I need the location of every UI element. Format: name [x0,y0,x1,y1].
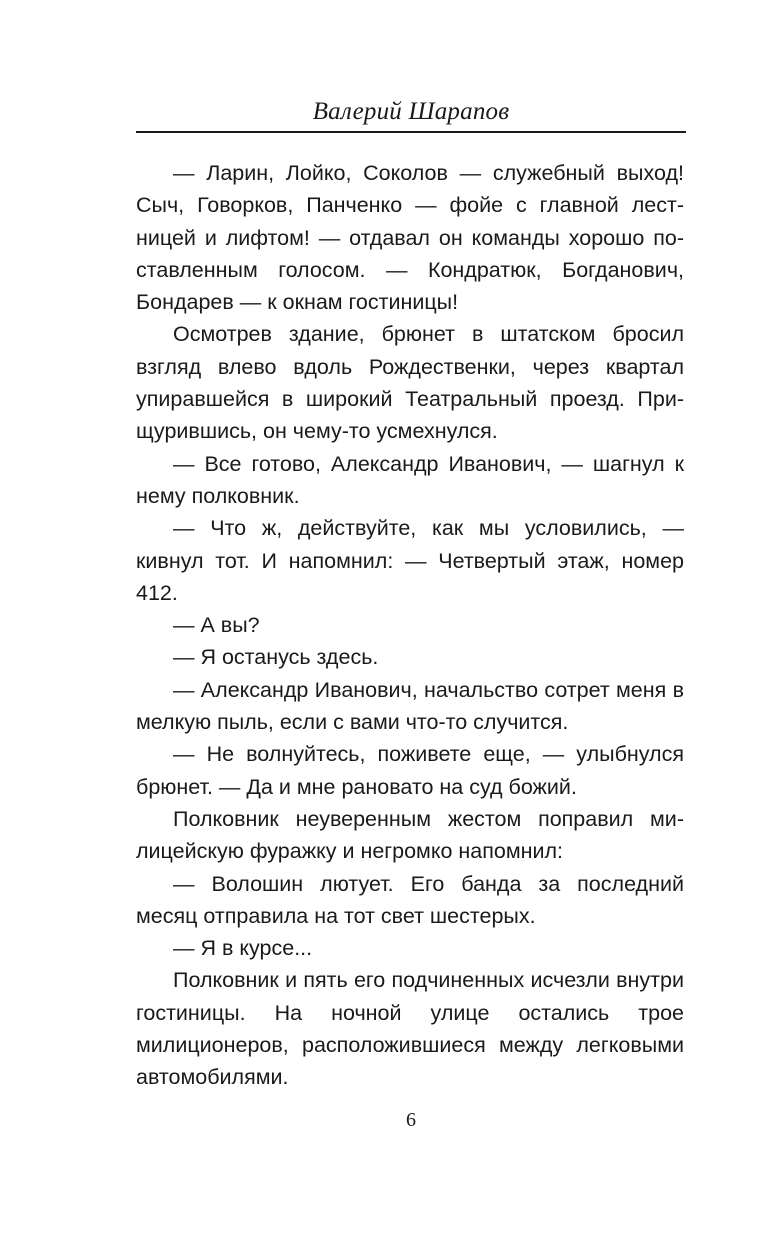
body-text [136,157,684,1094]
paragraph: — Волошин лютует. Его банда за последний месяц отправила на тот свет шестерых. [136,871,684,928]
paragraph: Полковник неуверенным жестом поправил милицейскую фуражку и негромко напомнил: [136,806,684,864]
page-number: 6 [406,1109,416,1131]
paragraph: — А вы? [173,613,260,638]
paragraph: — Все готово, Александр Иванович, — шагнул к нему полковник. [136,451,684,508]
paragraph: — Что ж, действуйте, как мы условились, — кивнул тот. И напомнил: — Четвертый этаж, номер 412. [136,516,684,605]
paragraph: — Александр Иванович, начальство сотрет меня в мелкую пыль, если с вами что-то случится. [136,677,684,735]
paragraph: Осмотрев здание, брюнет в штатском бросил взгляд влево вдоль Рождественки, через квартал упиравшейся в широкий Театральный проезд. Прищурившись, он чему-то усмехнулся. [136,322,684,444]
header-rule [136,131,686,133]
paragraph: Полковник и пять его подчиненных исчезли внутри гостиницы. На ночной улице остались трое милиционеров, расположившиеся между легковыми автомобилями. [136,968,684,1090]
paragraph: — Я в курсе... [173,936,313,961]
running-head-author: Валерий Шарапов [312,98,510,125]
paragraph: — Не волнуйтесь, поживете еще, — улыбнулся брюнет. — Да и мне рановато на суд божий. [136,742,684,799]
paragraph: — Ларин, Лойко, Соколов — служебный выход! Сыч, Говорков, Панченко — фойе с главной лестницей и лифтом! — отдавал он команды хорошо поставленным голосом. — Кондратюк, Богданович, Бондарев — к окнам гостиницы! [136,161,684,315]
paragraph: — Я останусь здесь. [173,645,379,670]
